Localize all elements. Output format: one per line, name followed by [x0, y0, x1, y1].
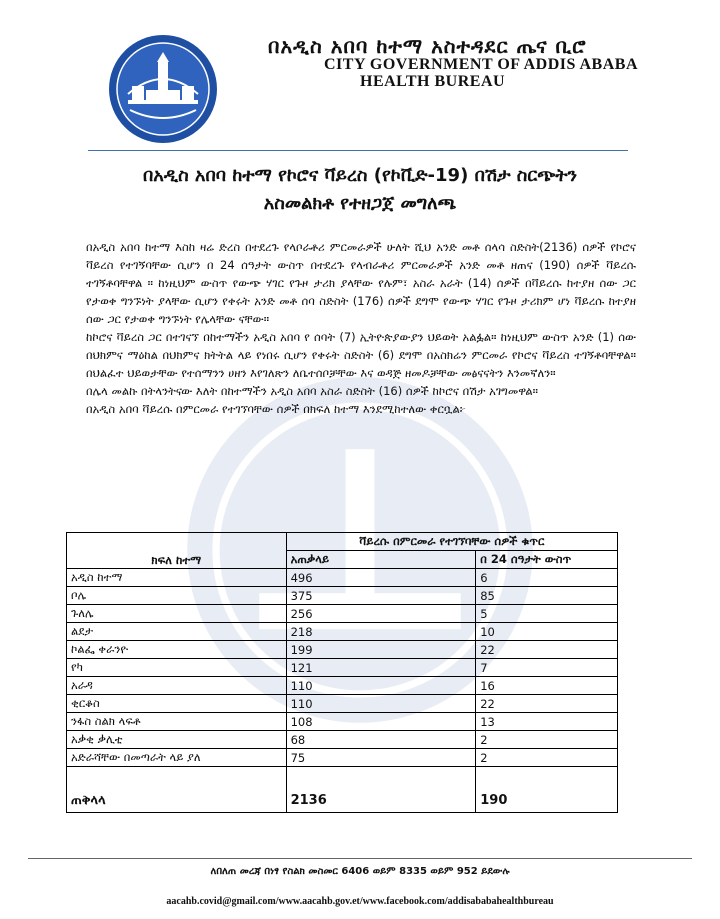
paragraph-table-intro: በአዲስ አበባ ቫይረሱ በምርመራ የተገኘባቸው ሰዎች በክፍለ ከተማ እንደሚከተለው ቀርቧል፦	[86, 402, 466, 416]
organization-name-english-line2: HEALTH BUREAU	[360, 73, 506, 90]
organization-name-english-line1: CITY GOVERNMENT OF ADDIS ABABA	[324, 56, 639, 73]
letterhead	[0, 0, 720, 150]
last-24h-cases-cell: 16	[476, 677, 618, 695]
subcity-name-cell: አድራሻቸው በመጣራት ላይ ያለ	[67, 749, 287, 767]
header-last-24h: በ 24 ሰዓታት ውስጥ	[476, 551, 618, 569]
table-row	[67, 695, 618, 713]
footer-hotline: ለበለጠ መረጃ በነፃ የስልክ መስመር 6406 ወይም 8335 ወይም 952 ይደውሉ	[210, 866, 510, 877]
total-24h-value: 190	[476, 767, 618, 813]
paragraph-cases: በአዲስ አበባ ከተማ እስከ ዛሬ ድረስ በተደረጉ የላቦራቶሪ ምርመራዎች ሁለት ሺህ አንድ መቶ ሰላሳ ስድስት(2136) ሰዎች የኮሮና ቫይረስ የተገኝባቸው ሲሆን በ 24 ሰዓታት ውስጥ በተደረጉ የላብራቶሪ ምርመራዎች አንድ መቶ ዘጠና (190) ሰዎች ቫይረሱ ተገኝቶባቸዋል ። ከነዚህም ውስጥ የውጭ ሃገር የጉዞ ታሪክ ያላቸው የሉም፣ አስራ አራት (14) ሰዎች በቫይረሱ ከተያዘ ሰው ጋር የታወቀ ግንኙነት ያላቸው ሲሆን የቀሩት አንድ መቶ ሰባ ስድስት (176) ሰዎች ደግሞ የውጭ ሃገር የጉዞ ታሪክም ሆነ ቫይረሱ ከተያዘ ሰው ጋር የታወቀ ግንኙነት የሌላቸው ናቸው።	[86, 240, 636, 326]
subcity-name-cell: የካ	[67, 659, 287, 677]
total-cases-cell: 75	[286, 749, 476, 767]
subcity-name-cell: ጉለሌ	[67, 605, 287, 623]
table-row	[67, 677, 618, 695]
table-row	[67, 749, 618, 767]
organization-name-amharic: በአዲስ አበባ ከተማ አስተዳደር ጤና ቢሮ	[268, 34, 587, 58]
statement-body	[86, 238, 636, 418]
header-divider	[88, 150, 628, 151]
table-header-row	[67, 533, 618, 551]
total-cases-cell: 199	[286, 641, 476, 659]
subcity-name-cell: ንፋስ ስልክ ላፍቶ	[67, 713, 287, 731]
table-row	[67, 641, 618, 659]
subcity-cases-table	[66, 532, 618, 813]
subcity-name-cell: አራዳ	[67, 677, 287, 695]
total-value: 2136	[286, 767, 476, 813]
subcity-name-cell: ኮልፌ ቀራንዮ	[67, 641, 287, 659]
subcity-name-cell: ልደታ	[67, 623, 287, 641]
footer-divider	[28, 858, 692, 859]
table-row	[67, 605, 618, 623]
last-24h-cases-cell: 5	[476, 605, 618, 623]
subcity-name-cell: ቂርቆስ	[67, 695, 287, 713]
subcity-name-cell: ቦሌ	[67, 587, 287, 605]
table-total-row	[67, 767, 618, 813]
subcity-name-cell: አዲስ ከተማ	[67, 569, 287, 587]
total-cases-cell: 121	[286, 659, 476, 677]
table-row	[67, 623, 618, 641]
header-subcity: ክፍለ ከተማ	[67, 533, 287, 569]
table-row	[67, 587, 618, 605]
table-body	[67, 569, 618, 767]
paragraph-recoveries: በሌላ መልኩ በትላንትናው እለት በከተማችን አዲስ አበባ አስራ ስድስት (16) ሰዎች ከኮሮና በሽታ አገግመዋል።	[86, 384, 539, 398]
last-24h-cases-cell: 22	[476, 695, 618, 713]
paragraph-deaths: ከኮሮና ቫይረስ ጋር በተገናኘ በከተማችን አዲስ አበባ የ ሰባት (7) ኢትዮጵያውያን ህይወት አልፏል። ከነዚህም ውስጥ አንድ (1) ሰው በህክምና ማዕከል በህክምና ክትትል ላይ የነበሩ ሲሆን የቀሩት ስድስት (6) ደግሞ በአስክሬን ምርመራ የኮሮና ቫይረስ ተገኝቶባቸዋል። በህልፈተ ህይወታቸው የተሰማንን ሀዘን እየገለጽን ለቤተሰቦቻቸው እና ወዳጅ ዘመዶቻቸው መፅናናትን እንመኛለን።	[86, 330, 636, 380]
total-cases-cell: 110	[286, 695, 476, 713]
subcity-name-cell: አቃቂ ቃሊቲ	[67, 731, 287, 749]
last-24h-cases-cell: 10	[476, 623, 618, 641]
last-24h-cases-cell: 2	[476, 749, 618, 767]
header-total: አጠቃላይ	[286, 551, 476, 569]
last-24h-cases-cell: 22	[476, 641, 618, 659]
last-24h-cases-cell: 85	[476, 587, 618, 605]
total-cases-cell: 218	[286, 623, 476, 641]
document-title	[60, 162, 660, 218]
total-cases-cell: 108	[286, 713, 476, 731]
table-row	[67, 659, 618, 677]
last-24h-cases-cell: 13	[476, 713, 618, 731]
total-cases-cell: 68	[286, 731, 476, 749]
total-cases-cell: 110	[286, 677, 476, 695]
header-group-cases: ቫይረሱ በምርመራ የተገኘባቸው ሰዎች ቁጥር	[286, 533, 617, 551]
total-cases-cell: 375	[286, 587, 476, 605]
last-24h-cases-cell: 6	[476, 569, 618, 587]
title-line-1: በአዲስ አበባ ከተማ የኮሮና ቫይረስ (የኮቪድ-19) በሽታ ስርጭትን	[142, 165, 578, 186]
table-row	[67, 731, 618, 749]
table-row	[67, 569, 618, 587]
table-row	[67, 713, 618, 731]
last-24h-cases-cell: 2	[476, 731, 618, 749]
total-cases-cell: 256	[286, 605, 476, 623]
total-cases-cell: 496	[286, 569, 476, 587]
total-label: ጠቅላላ	[67, 767, 287, 813]
city-emblem-logo	[108, 34, 218, 144]
footer-contact-links[interactable]: aacahb.covid@gmail.com/www.aacahb.gov.et/www.facebook.com/addisababahealthbureau	[166, 896, 554, 907]
title-line-2: አስመልክቶ የተዘጋጀ መግለጫ	[263, 193, 457, 214]
last-24h-cases-cell: 7	[476, 659, 618, 677]
